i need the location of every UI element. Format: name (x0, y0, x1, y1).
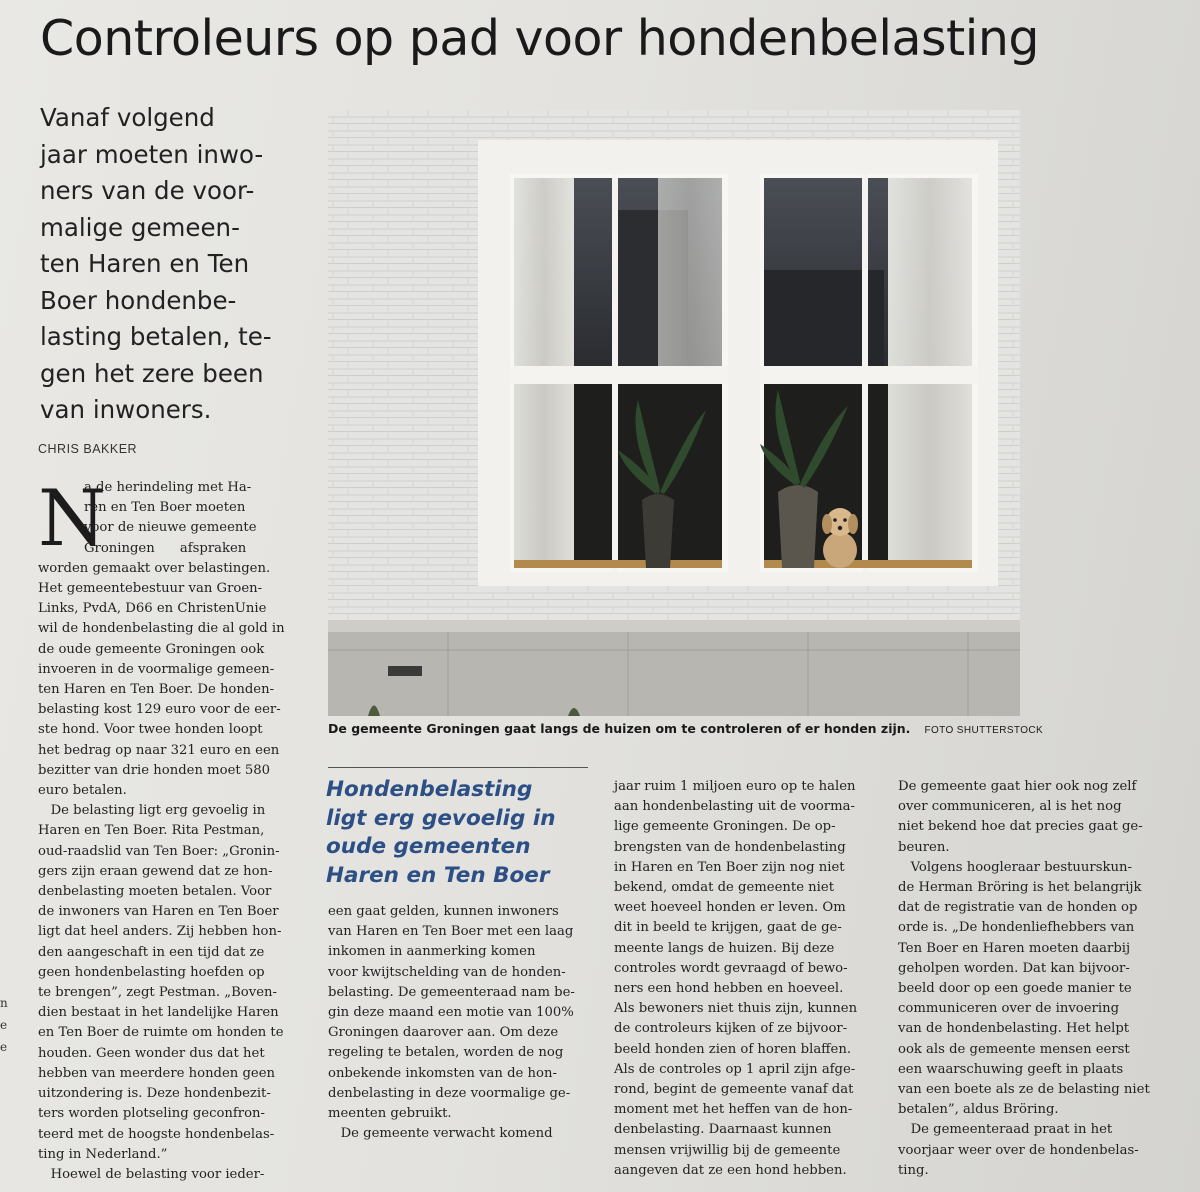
body-text-line: de oude gemeente Groningen ook (38, 641, 265, 657)
pull-quote-rule (328, 767, 588, 768)
body-text-line: denbelasting. Daarnaast kunnen (614, 1122, 832, 1138)
margin-fragment: e (0, 1018, 8, 1032)
body-text-line: voor kwijtschelding van de honden- (328, 964, 566, 980)
window-with-dog-illustration (328, 110, 1020, 716)
body-text-line: een waarschuwing geeft in plaats (898, 1061, 1124, 1077)
body-text-line: het bedrag op naar 321 euro en een (38, 742, 280, 758)
margin-fragment: n (0, 996, 8, 1010)
body-text-line: de inwoners van Haren en Ten Boer (38, 904, 279, 920)
pull-quote-line: Hondenbelasting (326, 777, 533, 802)
body-text-line: de Herman Bröring is het belangrijk (898, 880, 1142, 896)
body-text-line: Het gemeentebestuur van Groen- (38, 581, 263, 597)
body-text-line: geholpen worden. Dat kan bijvoor- (898, 960, 1130, 976)
body-text-line: De gemeenteraad praat in het (898, 1122, 1113, 1138)
body-text-line: Als bewoners niet thuis zijn, kunnen (614, 1001, 858, 1017)
margin-fragment: e (0, 1040, 8, 1054)
body-text-line: jaar ruim 1 miljoen euro op te halen (614, 779, 856, 794)
body-text-line: beeld door op een goede manier te (898, 981, 1132, 997)
body-text-line: dat de registratie van de honden op (898, 900, 1138, 916)
lead-line: Boer hondenbe- (40, 285, 237, 315)
body-text-line: euro betalen. (38, 783, 127, 799)
body-text-line: van de hondenbelasting. Het helpt (898, 1021, 1130, 1037)
body-text-line: oud-raadslid van Ten Boer: „Gronin- (38, 843, 280, 859)
body-text-line: over communiceren, al is het nog (898, 799, 1122, 815)
body-text-line: ren en Ten Boer moeten (84, 500, 246, 516)
dog-illustration (822, 508, 858, 568)
body-text-line: niet bekend hoe dat precies gaat ge- (898, 819, 1143, 835)
article-column-4 (898, 777, 1180, 1181)
body-text-line: Haren en Ten Boer. Rita Pestman, (38, 823, 265, 839)
lead-line: lasting betalen, te- (40, 322, 272, 351)
body-text-line: en Ten Boer de ruimte om honden te (38, 1025, 284, 1041)
byline: CHRIS BAKKER (38, 442, 138, 456)
body-text-line: ners een hond hebben en hoeveel. (614, 981, 844, 997)
pull-quote-line: Haren en Ten Boer (326, 862, 550, 888)
lead-line: ten Haren en Ten (40, 249, 250, 278)
body-text-line: de controleurs kijken of ze bijvoor- (614, 1021, 848, 1037)
photo-caption (328, 721, 1088, 736)
photo-credit: FOTO SHUTTERSTOCK (924, 725, 1044, 736)
body-text-line: orde is. „De hondenliefhebbers van (898, 920, 1135, 936)
body-text-line: wil de hondenbelasting die al gold in (38, 621, 285, 637)
body-text-line: dien bestaat in het landelijke Haren (38, 1005, 279, 1021)
body-text-line: dit in beeld te krijgen, gaat de ge- (614, 920, 842, 936)
body-text-line: onbekende inkomsten van de hon- (328, 1065, 557, 1081)
body-text-line: beeld honden zien of horen blaffen. (614, 1041, 852, 1057)
body-text-line: gin deze maand een motie van 100% (328, 1005, 574, 1021)
body-text-line: in Haren en Ten Boer zijn nog niet (614, 859, 845, 875)
body-text-line: ste hond. Voor twee honden loopt (38, 722, 263, 738)
body-text-line: lige gemeente Groningen. De op- (614, 819, 836, 835)
body-text-line: aan hondenbelasting uit de voorma- (614, 799, 855, 815)
body-text-line: De belasting ligt erg gevoelig in (38, 803, 266, 819)
body-text-line: meente langs de huizen. Bij deze (614, 940, 835, 956)
body-text-line: gers zijn eraan gewend dat ze hon- (38, 863, 273, 879)
body-text-line: denbelasting in deze voormalige ge- (328, 1085, 571, 1101)
drop-cap: N (38, 474, 107, 564)
body-text-line: De gemeente gaat hier ook nog zelf (898, 779, 1137, 794)
body-text-line: belasting kost 129 euro voor de eer- (38, 702, 281, 718)
body-text-line: den aangeschaft in een tijd dat ze (38, 944, 265, 960)
body-text-line: ligt dat heel anders. Zij hebben hon- (38, 924, 282, 940)
body-text-line: bezitter van drie honden moet 580 (38, 762, 271, 778)
body-text-line: teerd met de hoogste hondenbelas- (38, 1126, 275, 1142)
body-text-line: houden. Geen wonder dus dat het (38, 1045, 265, 1061)
body-text-line: ting in Nederland.” (38, 1146, 168, 1162)
body-text-line: a de herindeling met Ha- (84, 480, 252, 495)
body-text-line: uitzondering is. Deze hondenbezit- (38, 1086, 271, 1102)
body-text-line: Groningen daarover aan. Om deze (328, 1025, 559, 1041)
body-text-line: Hoewel de belasting voor ieder- (38, 1166, 265, 1182)
body-text-line: van een boete als ze de belasting niet (898, 1082, 1150, 1098)
body-text-line: hebben van meerdere honden geen (38, 1065, 276, 1081)
body-text-line: meenten gebruikt. (328, 1106, 452, 1122)
body-text-line: voor de nieuwe gemeente (84, 520, 257, 536)
lead-line: van inwoners. (40, 395, 212, 424)
body-text-line: ters worden plotseling geconfron- (38, 1106, 266, 1122)
body-text-line: mensen vrijwillig bij de gemeente (614, 1142, 841, 1158)
article-photo (328, 110, 1020, 716)
article-column-1 (38, 474, 304, 1185)
lead-line: jaar moeten inwo- (40, 139, 264, 169)
lead-line: malige gemeen- (40, 212, 240, 242)
body-text-line: aangeven dat ze een hond hebben. (614, 1162, 847, 1178)
lead-line: gen het zere been (40, 358, 264, 388)
body-text-line: inkomen in aanmerking komen (328, 944, 536, 960)
pull-quote (326, 776, 596, 890)
body-text-line: worden gemaakt over belastingen. (38, 560, 271, 576)
body-text-line: weet hoeveel honden er leven. Om (614, 900, 846, 916)
lead-line: Vanaf volgend (40, 103, 215, 132)
body-text-line: beuren. (898, 839, 950, 855)
body-text-line: Volgens hoogleraar bestuurskun- (898, 859, 1132, 875)
body-text-line: Ten Boer en Haren moeten daarbij (898, 940, 1131, 956)
photo-caption-text: De gemeente Groningen gaat langs de huizen om te controleren of er honden zijn. (328, 721, 911, 736)
body-text-line: bekend, omdat de gemeente niet (614, 880, 835, 896)
body-text-line: van Haren en Ten Boer met een laag (328, 924, 574, 940)
body-text-line: Groningen afspraken (84, 540, 247, 556)
body-text-line: voorjaar weer over de hondenbelas- (898, 1142, 1139, 1158)
headline: Controleurs op pad voor hondenbelasting (40, 10, 1040, 67)
body-text-line: moment met het heffen van de hon- (614, 1102, 853, 1118)
article-column-3 (614, 777, 884, 1181)
body-text-line: belasting. De gemeenteraad nam be- (328, 984, 575, 1000)
body-text-line: De gemeente verwacht komend (328, 1126, 553, 1142)
body-text-line: communiceren over de invoering (898, 1001, 1120, 1017)
body-text-line: Als de controles op 1 april zijn afge- (614, 1061, 856, 1077)
body-text-line: te brengen”, zegt Pestman. „Boven- (38, 985, 277, 1001)
pull-quote-line: oude gemeenten (326, 834, 531, 859)
body-text-line: een gaat gelden, kunnen inwoners (328, 904, 559, 919)
article-column-2 (328, 902, 588, 1144)
body-text-line: invoeren in de voormalige gemeen- (38, 661, 275, 677)
body-text-line: rond, begint de gemeente vanaf dat (614, 1082, 854, 1098)
body-text-line: Links, PvdA, D66 en ChristenUnie (38, 601, 267, 617)
body-text-line: controles wordt gevraagd of bewo- (614, 960, 848, 976)
lead-line: ners van de voor- (40, 176, 255, 205)
body-text-line: brengsten van de hondenbelasting (614, 839, 846, 855)
body-text-line: geen hondenbelasting hoefden op (38, 964, 265, 980)
lead-paragraph (40, 100, 325, 429)
body-text-line: ook als de gemeente mensen eerst (898, 1041, 1130, 1057)
body-text-line: betalen”, aldus Bröring. (898, 1102, 1059, 1118)
body-text-line: ting. (898, 1162, 929, 1178)
body-text-line: regeling te betalen, worden de nog (328, 1045, 564, 1061)
pull-quote-line: ligt erg gevoelig in (326, 805, 556, 831)
body-text-line: ten Haren en Ten Boer. De honden- (38, 682, 275, 698)
body-text-line: denbelasting moeten betalen. Voor (38, 884, 272, 900)
